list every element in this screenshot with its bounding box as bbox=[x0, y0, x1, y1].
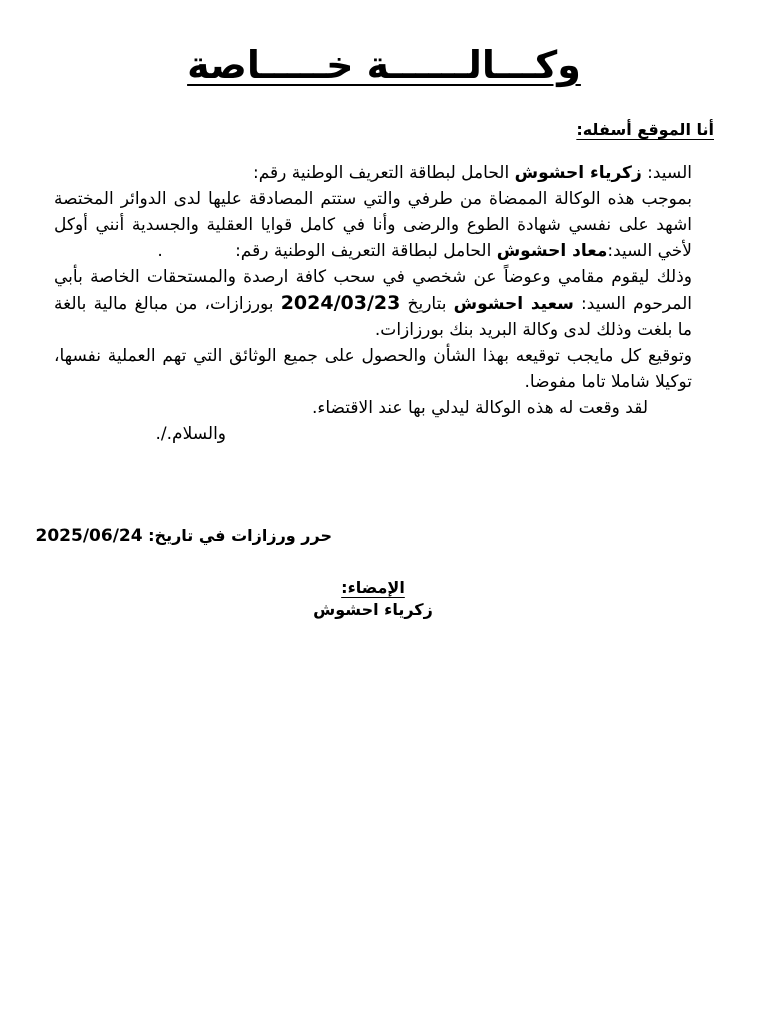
mandate-dot: . bbox=[157, 241, 163, 261]
death-date: 2024/03/23 bbox=[280, 292, 401, 314]
issue-date-line bbox=[36, 526, 332, 546]
document-body bbox=[54, 160, 714, 447]
mandate-text: بموجب هذه الوكالة الممضاة من طرفي والتي ستتم المصادقة عليها لدى الدوائر المختصة اشهد على نفسي شهادة الطوع والرضى وأنا في كامل قوايا العقلية والجسدية أنني أوكل لأخي السيد: bbox=[54, 189, 692, 261]
mandate-id-text: الحامل لبطاقة التعريف الوطنية رقم: bbox=[235, 241, 497, 261]
deceased-name: سعيد احشوش bbox=[453, 294, 574, 314]
document-title-text: وكـــالــــــة خـــــاصة bbox=[187, 43, 581, 87]
identity-rest: الحامل لبطاقة التعريف الوطنية رقم: bbox=[252, 163, 515, 183]
paragraph-usage: لقد وقعت له هذه الوكالة ليدلي بها عند الاقتضاء. bbox=[311, 398, 648, 418]
paragraph-purpose bbox=[54, 264, 714, 343]
signature-label: الإمضاء: bbox=[341, 578, 405, 597]
document-title bbox=[0, 40, 768, 90]
declarant-heading: أنا الموقع أسفله: bbox=[576, 120, 714, 139]
issue-date-label: حرر ورزازات في تاريخ: bbox=[142, 526, 332, 545]
agent-name: معاد احشوش bbox=[496, 241, 608, 261]
principal-name: زكرياء احشوش bbox=[514, 163, 642, 183]
identity-prefix: السيد: bbox=[641, 163, 692, 183]
paragraph-identity bbox=[54, 160, 714, 186]
paragraph-mandate bbox=[54, 186, 714, 264]
purpose-text: وذلك ليقوم مقامي وعوضاً عن شخصي في سحب كافة ارصدة والمستحقات الخاصة بأبي المرحوم السيد: bbox=[54, 267, 692, 314]
purpose-rest: بورزازات، من مبالغ مالية بالغة ما بلغت وذلك لدى وكالة البريد بنك بورزازات. bbox=[54, 294, 692, 340]
signature-name: زكرياء احشوش bbox=[313, 600, 433, 619]
purpose-date-prefix: بتاريخ bbox=[400, 294, 454, 314]
issue-date-value: 2025/06/24 bbox=[35, 526, 143, 546]
paragraph-closing: والسلام./. bbox=[155, 424, 226, 444]
paragraph-signing: وتوقيع كل مايجب توقيعه بهذا الشأن والحصول على جميع الوثائق التي تهم العملية نفسها، توكيلا شاملا تاما مفوضا. bbox=[54, 346, 692, 392]
